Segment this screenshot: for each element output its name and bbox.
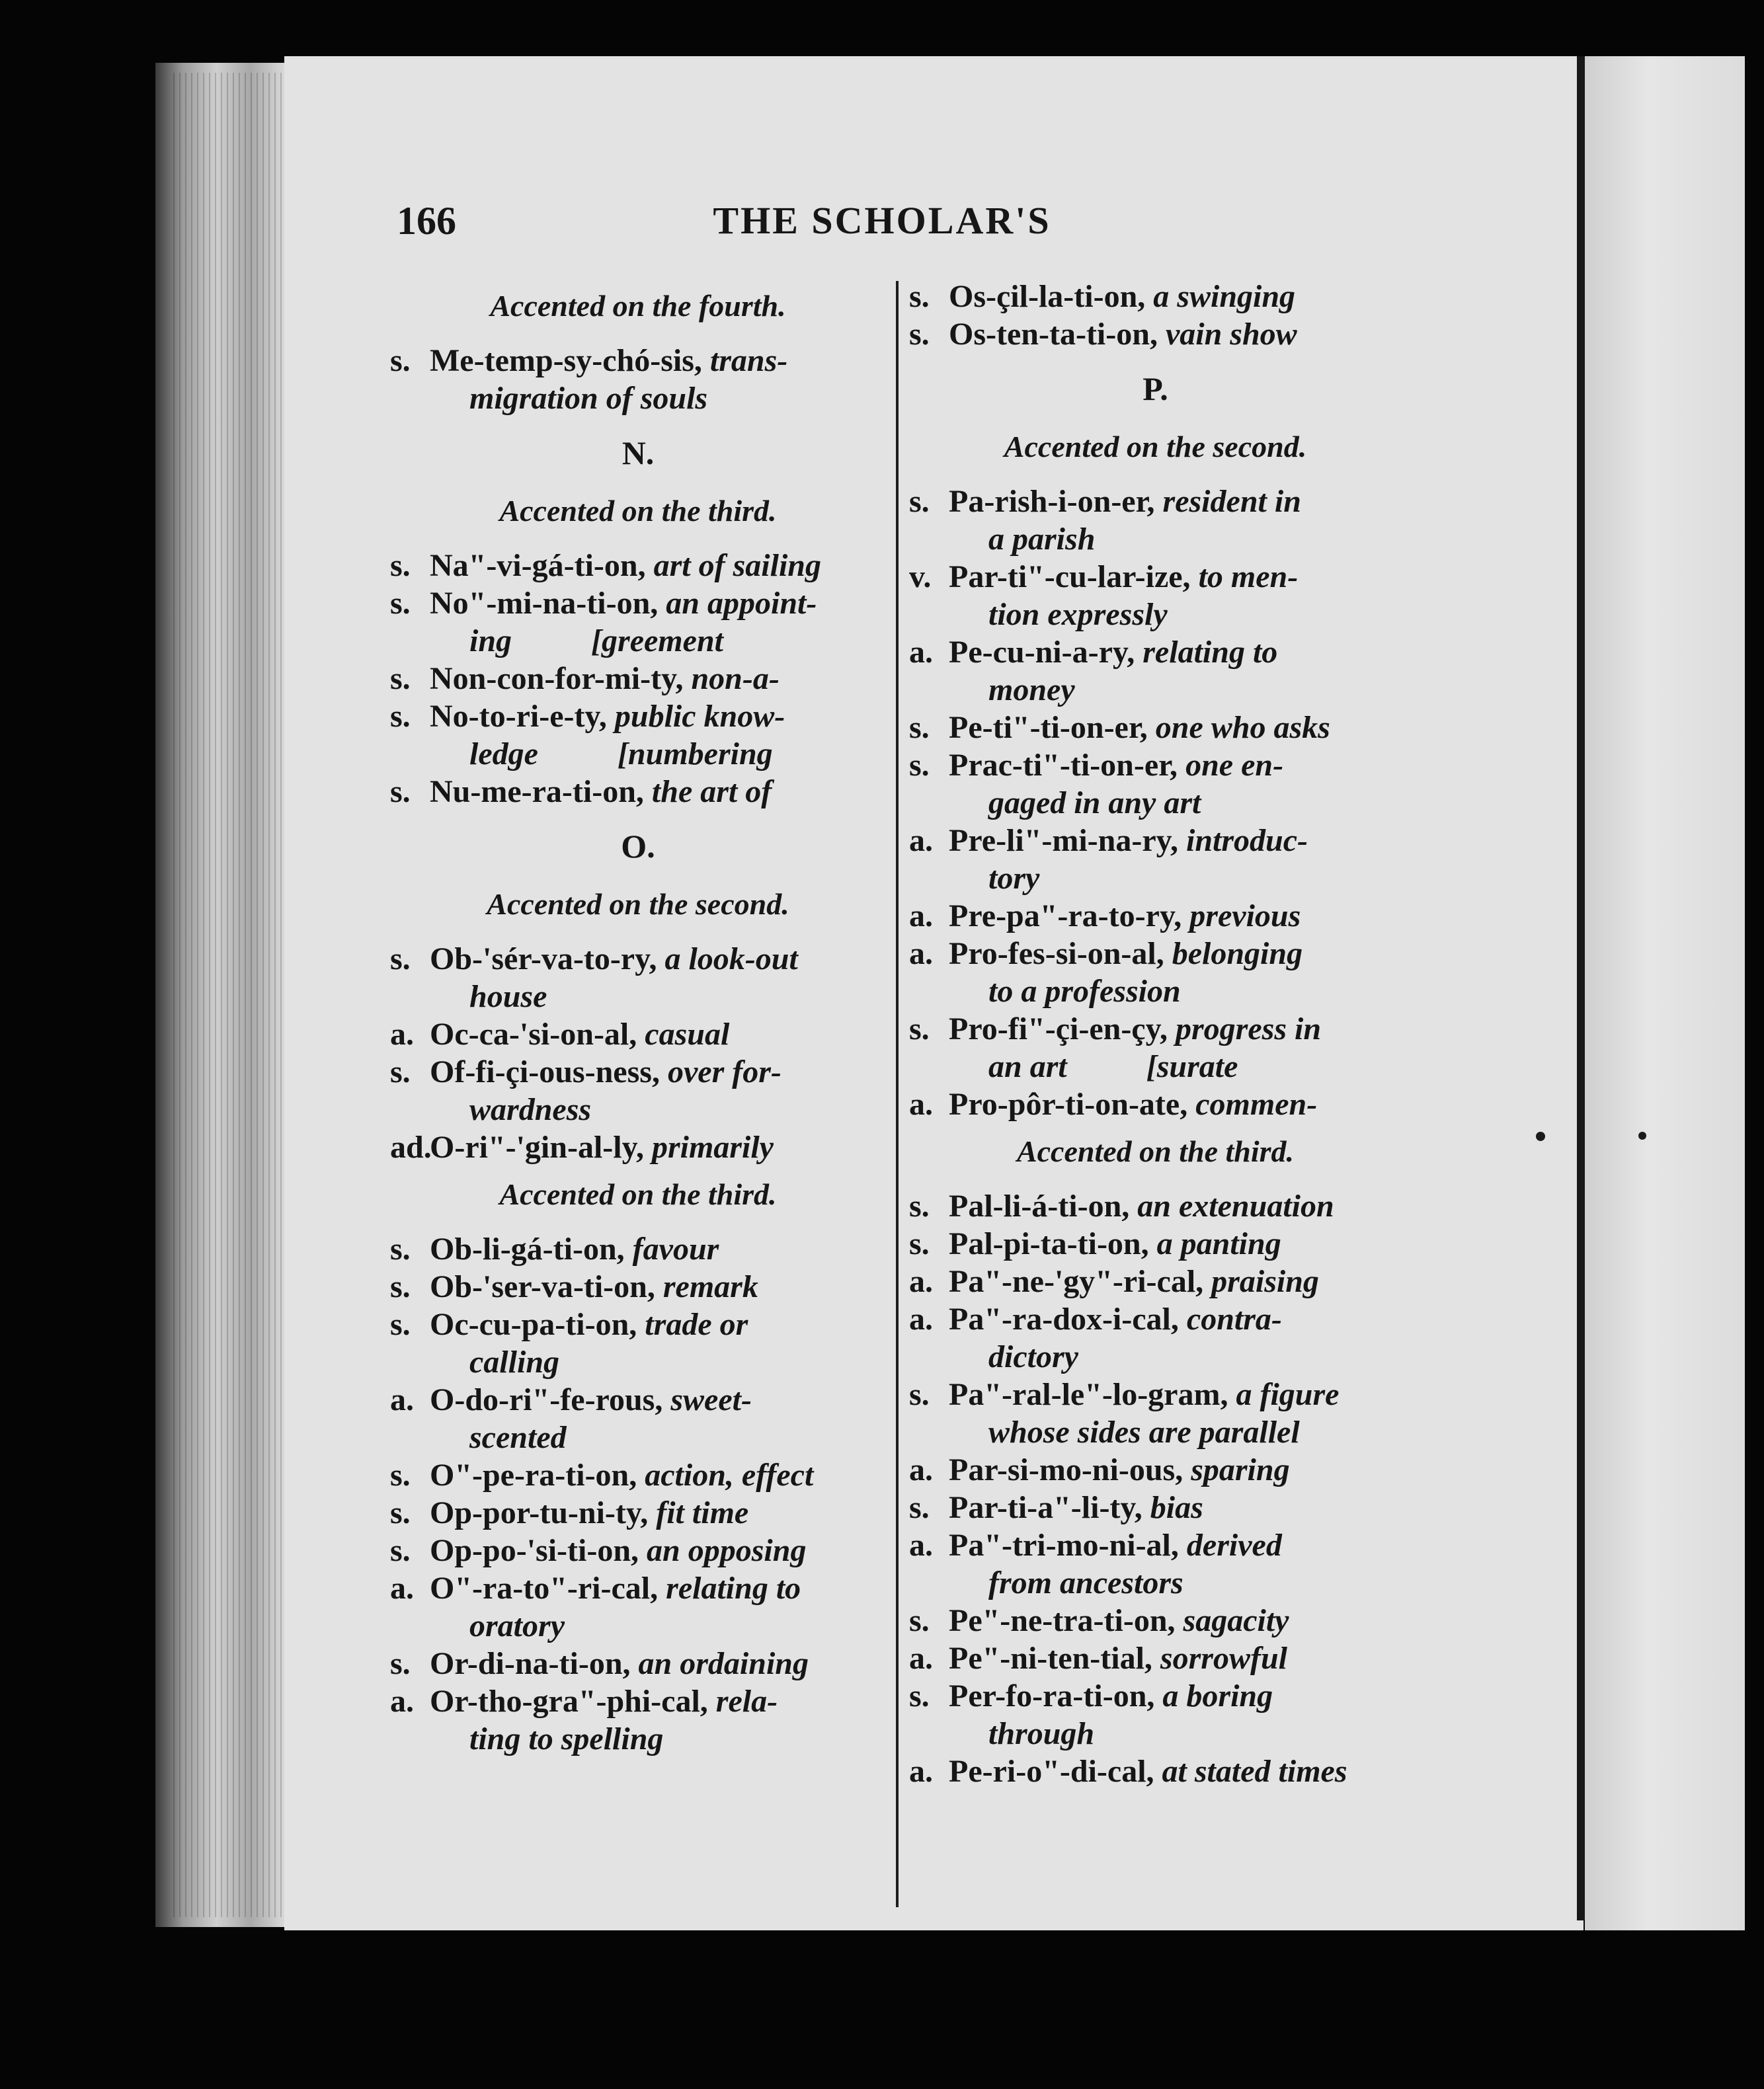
dictionary-entry [909, 1526, 1402, 1602]
part-of-speech: a. [909, 1087, 933, 1122]
part-of-speech: s. [390, 661, 411, 696]
dictionary-entry [390, 1682, 886, 1758]
part-of-speech: s. [390, 1533, 411, 1568]
headword: Pe"-ni-ten-tial, [949, 1641, 1152, 1676]
headword: Me-temp-sy-chó-sis, [430, 343, 702, 378]
page-edge-lines [173, 73, 286, 1917]
definition: a swinging [1153, 279, 1296, 314]
headword: Ob-'sér-va-to-ry, [430, 941, 657, 976]
dictionary-entry [390, 547, 886, 584]
dictionary-entry [390, 940, 886, 1015]
headword: Pre-li"-mi-na-ry, [949, 823, 1178, 858]
definition-continuation: gaged in any art [988, 785, 1201, 820]
part-of-speech: a. [909, 936, 933, 971]
definition: primarily [651, 1130, 774, 1165]
definition-continuation: ing [greement [469, 623, 723, 658]
definition: an extenuation [1137, 1189, 1334, 1224]
facing-page [1585, 56, 1745, 1930]
section-heading: Accented on the third. [499, 1177, 777, 1211]
definition: a boring [1162, 1678, 1273, 1714]
definition: relating to [666, 1571, 801, 1606]
headword: O"-pe-ra-ti-on, [430, 1458, 637, 1493]
part-of-speech: s. [390, 586, 411, 621]
dictionary-entry [909, 709, 1402, 746]
part-of-speech: s. [390, 1307, 411, 1342]
headword: Par-si-mo-ni-ous, [949, 1452, 1183, 1487]
part-of-speech: s. [390, 774, 411, 809]
definition-continuation: scented [469, 1420, 567, 1455]
part-of-speech: s. [909, 317, 930, 352]
part-of-speech: s. [909, 279, 930, 314]
dictionary-entry [909, 1639, 1402, 1677]
dictionary-entry [909, 746, 1402, 822]
definition: action, effect [645, 1458, 814, 1493]
headword: Oc-ca-'si-on-al, [430, 1017, 637, 1052]
dictionary-entry [909, 1300, 1402, 1376]
left-column [390, 278, 886, 1758]
part-of-speech: s. [390, 343, 411, 378]
definition: over for- [667, 1054, 782, 1089]
definition: praising [1211, 1264, 1319, 1299]
headword: Pa"-ra-dox-i-cal, [949, 1302, 1179, 1337]
definition: a panting [1156, 1226, 1281, 1261]
headword: Or-di-na-ti-on, [430, 1646, 631, 1681]
headword: Oc-cu-pa-ti-on, [430, 1307, 637, 1342]
headword: Pal-li-á-ti-on, [949, 1189, 1130, 1224]
headword: Na"-vi-gá-ti-on, [430, 548, 646, 583]
headword: Par-ti-a"-li-ty, [949, 1490, 1143, 1525]
definition: resident in [1162, 484, 1301, 519]
definition: trade or [645, 1307, 748, 1342]
definition-continuation: ledge [numbering [469, 736, 773, 771]
dictionary-entry [390, 697, 886, 773]
part-of-speech: s. [909, 1011, 930, 1046]
part-of-speech: s. [909, 1603, 930, 1638]
headword: O-ri"-'gin-al-ly, [430, 1130, 644, 1165]
definition: derived [1186, 1528, 1282, 1563]
definition-continuation: oratory [469, 1608, 565, 1643]
definition: art of sailing [653, 548, 821, 583]
dictionary-entry [390, 660, 886, 697]
part-of-speech: a. [909, 1452, 933, 1487]
part-of-speech: a. [390, 1571, 414, 1606]
part-of-speech: s. [390, 1232, 411, 1267]
part-of-speech: s. [390, 1495, 411, 1530]
headword: Os-çil-la-ti-on, [949, 279, 1146, 314]
headword: Nu-me-ra-ti-on, [430, 774, 644, 809]
definition: belonging [1172, 936, 1303, 971]
definition: commen- [1195, 1087, 1318, 1122]
definition: one who asks [1155, 710, 1330, 745]
headword: Ob-li-gá-ti-on, [430, 1232, 625, 1267]
definition: non-a- [691, 661, 780, 696]
definition: remark [662, 1269, 758, 1304]
part-of-speech: s. [909, 1189, 930, 1224]
part-of-speech: s. [390, 1458, 411, 1493]
headword: Pa-rish-i-on-er, [949, 484, 1155, 519]
part-of-speech: s. [909, 484, 930, 519]
binding-gutter [1577, 56, 1585, 1920]
definition: relating to [1143, 635, 1278, 670]
section-heading: Accented on the second. [1004, 430, 1307, 463]
part-of-speech: s. [909, 710, 930, 745]
definition: sparing [1191, 1452, 1290, 1487]
definition: one en- [1185, 748, 1284, 783]
dictionary-entry [909, 1225, 1402, 1263]
headword: Par-ti"-cu-lar-ize, [949, 559, 1191, 594]
headword: Or-tho-gra"-phi-cal, [430, 1684, 708, 1719]
dictionary-entry [909, 558, 1402, 633]
part-of-speech: a. [390, 1684, 414, 1719]
dictionary-entry [390, 773, 886, 810]
dictionary-entry [909, 935, 1402, 1010]
part-of-speech: s. [390, 1269, 411, 1304]
part-of-speech: a. [390, 1017, 414, 1052]
part-of-speech: a. [909, 1264, 933, 1299]
definition: an opposing [647, 1533, 807, 1568]
dictionary-entry [390, 1645, 886, 1682]
part-of-speech: a. [909, 1641, 933, 1676]
part-of-speech: s. [390, 1646, 411, 1681]
part-of-speech: s. [909, 1678, 930, 1714]
definition-continuation: ting to spelling [469, 1721, 664, 1756]
part-of-speech: a. [909, 1754, 933, 1789]
definition: public know- [614, 699, 785, 734]
dictionary-entry [390, 1306, 886, 1381]
definition: rela- [715, 1684, 778, 1719]
section-heading: Accented on the fourth. [490, 289, 786, 323]
part-of-speech: s. [390, 941, 411, 976]
dictionary-entry [909, 633, 1402, 709]
running-title: THE SCHOLAR'S [713, 199, 1051, 242]
definition-continuation: calling [469, 1345, 560, 1380]
alphabet-letter: P. [1143, 370, 1168, 407]
headword: Pro-pôr-ti-on-ate, [949, 1087, 1188, 1122]
dictionary-entry [390, 342, 886, 417]
dictionary-entry [909, 1602, 1402, 1639]
dictionary-entry [909, 1451, 1402, 1489]
definition-continuation: wardness [469, 1092, 592, 1127]
definition-continuation: through [988, 1716, 1095, 1751]
definition: sorrowful [1160, 1641, 1287, 1676]
definition-continuation: whose sides are parallel [988, 1415, 1300, 1450]
headword: Per-fo-ra-ti-on, [949, 1678, 1155, 1714]
dictionary-entry [390, 1381, 886, 1456]
headword: Of-fi-çi-ous-ness, [430, 1054, 660, 1089]
definition-continuation: money [988, 672, 1075, 707]
dictionary-entry [390, 1494, 886, 1532]
page-number: 166 [397, 199, 456, 243]
definition-continuation: migration of souls [469, 381, 708, 416]
dictionary-entry [909, 483, 1402, 558]
dictionary-entry [390, 1532, 886, 1569]
right-column [909, 278, 1402, 1790]
headword: Op-por-tu-ni-ty, [430, 1495, 649, 1530]
headword: Pe-ri-o"-di-cal, [949, 1754, 1154, 1789]
definition: to men- [1198, 559, 1299, 594]
definition: progress in [1175, 1011, 1322, 1046]
headword: Pe-cu-ni-a-ry, [949, 635, 1135, 670]
definition-continuation: from ancestors [988, 1565, 1183, 1600]
definition: fit time [656, 1495, 749, 1530]
definition-continuation: to a profession [988, 974, 1181, 1009]
dictionary-entry [909, 1187, 1402, 1225]
headword: Pa"-tri-mo-ni-al, [949, 1528, 1179, 1563]
ink-spot [1638, 1132, 1646, 1140]
headword: Pe"-ne-tra-ti-on, [949, 1603, 1176, 1638]
headword: O"-ra-to"-ri-cal, [430, 1571, 659, 1606]
dictionary-entry [909, 897, 1402, 935]
dictionary-entry [909, 1376, 1402, 1451]
dictionary-entry [909, 1263, 1402, 1300]
headword: Non-con-for-mi-ty, [430, 661, 684, 696]
part-of-speech: a. [909, 1302, 933, 1337]
definition: sagacity [1183, 1603, 1289, 1638]
dictionary-entry [909, 1489, 1402, 1526]
part-of-speech: a. [909, 1528, 933, 1563]
dictionary-entry [390, 1268, 886, 1306]
definition-continuation: a parish [988, 522, 1096, 557]
definition: at stated times [1162, 1754, 1347, 1789]
headword: Prac-ti"-ti-on-er, [949, 748, 1178, 783]
headword: Pro-fi"-çi-en-çy, [949, 1011, 1168, 1046]
part-of-speech: s. [390, 548, 411, 583]
definition: contra- [1186, 1302, 1282, 1337]
dictionary-entry [909, 1753, 1402, 1790]
dictionary-entry [390, 1015, 886, 1053]
part-of-speech: s. [390, 699, 411, 734]
part-of-speech: s. [909, 1377, 930, 1412]
section-heading: Accented on the third. [1016, 1134, 1295, 1168]
part-of-speech: ad. [390, 1130, 432, 1165]
alphabet-letter: O. [621, 828, 655, 865]
part-of-speech: a. [909, 823, 933, 858]
dictionary-entry [909, 278, 1402, 315]
headword: Pre-pa"-ra-to-ry, [949, 898, 1182, 933]
definition: vain show [1165, 317, 1297, 352]
column-divider [896, 281, 899, 1907]
definition: a figure [1236, 1377, 1340, 1412]
dictionary-entry [390, 1230, 886, 1268]
dictionary-entry [390, 1128, 886, 1166]
part-of-speech: s. [909, 1226, 930, 1261]
definition: previous [1189, 898, 1301, 933]
definition: the art of [651, 774, 772, 809]
headword: Ob-'ser-va-ti-on, [430, 1269, 655, 1304]
dictionary-entry [390, 1456, 886, 1494]
headword: No"-mi-na-ti-on, [430, 586, 659, 621]
definition: bias [1150, 1490, 1203, 1525]
headword: Pa"-ne-'gy"-ri-cal, [949, 1264, 1204, 1299]
part-of-speech: s. [390, 1054, 411, 1089]
headword: Op-po-'si-ti-on, [430, 1533, 639, 1568]
headword: Os-ten-ta-ti-on, [949, 317, 1158, 352]
definition: a look-out [664, 941, 798, 976]
definition-continuation: tory [988, 861, 1040, 896]
definition: sweet- [670, 1382, 752, 1417]
dictionary-entry [909, 1677, 1402, 1753]
part-of-speech: a. [909, 898, 933, 933]
part-of-speech: s. [909, 1490, 930, 1525]
definition-continuation: house [469, 979, 547, 1014]
definition: an appoint- [666, 586, 817, 621]
headword: Pe-ti"-ti-on-er, [949, 710, 1148, 745]
part-of-speech: a. [909, 635, 933, 670]
headword: Pal-pi-ta-ti-on, [949, 1226, 1149, 1261]
alphabet-letter: N. [621, 434, 655, 471]
dictionary-entry [390, 584, 886, 660]
definition: trans- [709, 343, 788, 378]
part-of-speech: s. [909, 748, 930, 783]
headword: Pa"-ral-le"-lo-gram, [949, 1377, 1228, 1412]
definition: introduc- [1186, 823, 1308, 858]
dictionary-entry [390, 1053, 886, 1128]
dictionary-entry [909, 1085, 1402, 1123]
section-heading: Accented on the third. [499, 494, 777, 528]
part-of-speech: v. [909, 559, 932, 594]
section-heading: Accented on the second. [487, 887, 789, 921]
headword: No-to-ri-e-ty, [430, 699, 607, 734]
definition-continuation: tion expressly [988, 597, 1168, 632]
dictionary-entry [909, 822, 1402, 897]
dictionary-entry [909, 1010, 1402, 1085]
definition-continuation: an art [surate [988, 1049, 1238, 1084]
definition-continuation: dictory [988, 1339, 1078, 1374]
definition: favour [632, 1232, 719, 1267]
definition: an ordaining [638, 1646, 809, 1681]
headword: O-do-ri"-fe-rous, [430, 1382, 663, 1417]
headword: Pro-fes-si-on-al, [949, 936, 1164, 971]
dictionary-entry [909, 315, 1402, 353]
ink-spot [1536, 1132, 1545, 1141]
part-of-speech: a. [390, 1382, 414, 1417]
definition: casual [645, 1017, 730, 1052]
dictionary-entry [390, 1569, 886, 1645]
